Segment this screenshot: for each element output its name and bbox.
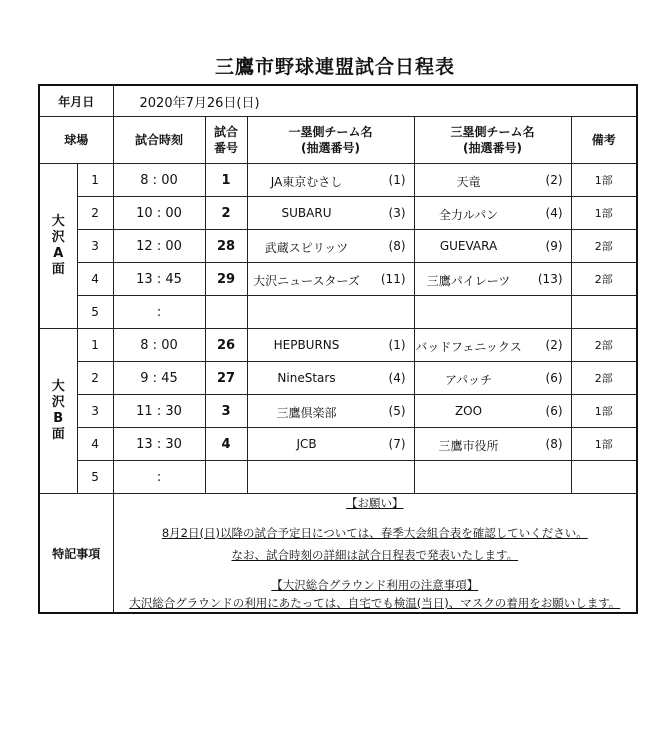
first-base-lottery-number: (11) [380,272,406,286]
venue-a-row [39,263,637,296]
schedule-table [38,84,638,614]
game-number: 28 [205,230,247,263]
notes-line-1: 8月2日(日)以降の試合予定日については、春季大会組合表を確認していください。 [161,526,588,540]
header-game-no: 試合 番号 [205,117,247,164]
notes-line-3: 大沢総合グラウンドの利用にあたっては、自宅でも検温(当日)、マスクの着用をお願いします。 [129,596,621,610]
first-base-team [247,329,414,362]
venue-b-label [39,329,77,494]
remark [571,461,637,494]
remark: 1部 [571,428,637,461]
third-base-team [414,230,571,263]
slot-number: 5 [77,296,113,329]
first-base-team-name: JCB [296,437,317,451]
venue-b-row [39,329,637,362]
venue-a-char: 沢 [51,229,65,245]
third-base-lottery-number: (6) [545,404,563,418]
game-time: 12 : 00 [113,230,205,263]
remark: 1部 [571,197,637,230]
venue-a-row [39,230,637,263]
venue-a-char: 面 [51,262,65,278]
game-time: : [113,461,205,494]
first-base-lottery-number: (8) [388,239,406,253]
venue-a-row [39,296,637,329]
slot-number: 1 [77,164,113,197]
venue-a-label [39,164,77,329]
date-label: 年月日 [39,85,113,117]
venue-b-char: 沢 [51,394,65,410]
slot-number: 3 [77,230,113,263]
header-remarks: 備考 [571,117,637,164]
first-base-lottery-number: (1) [388,173,406,187]
venue-b-char: 面 [51,427,65,443]
notes-section [39,494,637,614]
third-base-team [414,197,571,230]
game-number [205,461,247,494]
third-base-team-name: ZOO [454,404,483,418]
slot-number: 3 [77,395,113,428]
third-base-lottery-number: (4) [545,206,563,220]
game-number [205,296,247,329]
first-base-team [247,197,414,230]
game-time: 10 : 00 [113,197,205,230]
third-base-team-name: 三鷹パイレーツ [426,274,511,288]
remark: 1部 [571,164,637,197]
game-number: 2 [205,197,247,230]
game-number: 27 [205,362,247,395]
first-base-team-name: 武蔵スピリッツ [264,241,349,255]
first-base-team-name: JA東京むさし [270,175,343,189]
header-time: 試合時刻 [113,117,205,164]
slot-number: 2 [77,197,113,230]
first-base-team [247,428,414,461]
first-base-team-name: SUBARU [281,206,332,220]
date-section [39,85,637,164]
first-base-team [247,395,414,428]
venue-b-row [39,461,637,494]
first-base-lottery-number: (7) [388,437,406,451]
third-base-lottery-number: (2) [545,338,563,352]
third-base-team [414,263,571,296]
third-base-lottery-number: (2) [545,173,563,187]
third-base-lottery-number: (8) [545,437,563,451]
first-base-team [247,296,414,329]
third-base-team-name: バッドフェニックス [415,340,522,354]
remark: 2部 [571,329,637,362]
venue-b-row [39,362,637,395]
first-base-team-name: 大沢ニュースターズ [253,274,360,288]
header-venue: 球場 [39,117,113,164]
venue-a-char: A [53,246,64,261]
first-base-team-name: 三鷹倶楽部 [276,406,337,420]
game-number: 3 [205,395,247,428]
third-base-team [414,362,571,395]
game-time: 8 : 00 [113,329,205,362]
third-base-team [414,164,571,197]
venue-b-row [39,395,637,428]
game-number: 1 [205,164,247,197]
first-base-team [247,164,414,197]
first-base-team-name: HEPBURNS [273,338,340,352]
first-base-team [247,230,414,263]
date-row [39,85,637,117]
slot-number: 4 [77,263,113,296]
date-value: 2020年7月26日(日) [113,85,637,117]
game-number: 29 [205,263,247,296]
header-row [39,117,637,164]
notes-content [113,494,637,614]
notes-label: 特記事項 [39,494,113,614]
third-base-team [414,395,571,428]
notes-line-2: なお、試合時刻の詳細は試合日程表で発表いたします。 [231,548,519,562]
game-number: 4 [205,428,247,461]
venue-a-char: 大 [51,213,65,229]
third-base-team-name: 全力ルパン [438,208,499,222]
remark: 2部 [571,230,637,263]
remark: 1部 [571,395,637,428]
third-base-lottery-number: (6) [545,371,563,385]
first-base-team [247,362,414,395]
venue-b-char: B [53,411,64,426]
venue-b-section [39,329,637,494]
document-title: 三鷹市野球連盟試合日程表 [214,56,455,78]
first-base-lottery-number: (4) [388,371,406,385]
notes-row [39,494,637,614]
header-first-base-team: 一塁側チーム名 (抽選番号) [247,117,414,164]
venue-a-section [39,164,637,329]
third-base-team-name: アパッチ [444,373,493,387]
first-base-team-name: NineStars [277,371,336,385]
venue-a-row [39,197,637,230]
slot-number: 4 [77,428,113,461]
third-base-team [414,329,571,362]
slot-number: 2 [77,362,113,395]
third-base-team [414,428,571,461]
third-base-team [414,296,571,329]
remark [571,296,637,329]
third-base-lottery-number: (9) [545,239,563,253]
venue-a-row [39,164,637,197]
third-base-team [414,461,571,494]
slot-number: 1 [77,329,113,362]
request-heading: 【お願い】 [346,496,404,510]
caution-heading: 【大沢総合グラウンド利用の注意事項】 [271,578,479,592]
first-base-team [247,461,414,494]
first-base-team [247,263,414,296]
first-base-lottery-number: (5) [388,404,406,418]
third-base-lottery-number: (13) [537,272,563,286]
header-third-base-team: 三塁側チーム名 (抽選番号) [414,117,571,164]
game-time: 13 : 45 [113,263,205,296]
game-time: 13 : 30 [113,428,205,461]
remark: 2部 [571,263,637,296]
game-number: 26 [205,329,247,362]
venue-b-char: 大 [51,378,65,394]
third-base-team-name: GUEVARA [439,239,498,253]
remark: 2部 [571,362,637,395]
game-time: : [113,296,205,329]
game-time: 11 : 30 [113,395,205,428]
first-base-lottery-number: (3) [388,206,406,220]
third-base-team-name: 天竜 [456,175,481,189]
game-time: 8 : 00 [113,164,205,197]
first-base-lottery-number: (1) [388,338,406,352]
slot-number: 5 [77,461,113,494]
game-time: 9 : 45 [113,362,205,395]
third-base-team-name: 三鷹市役所 [438,439,499,453]
venue-b-row [39,428,637,461]
